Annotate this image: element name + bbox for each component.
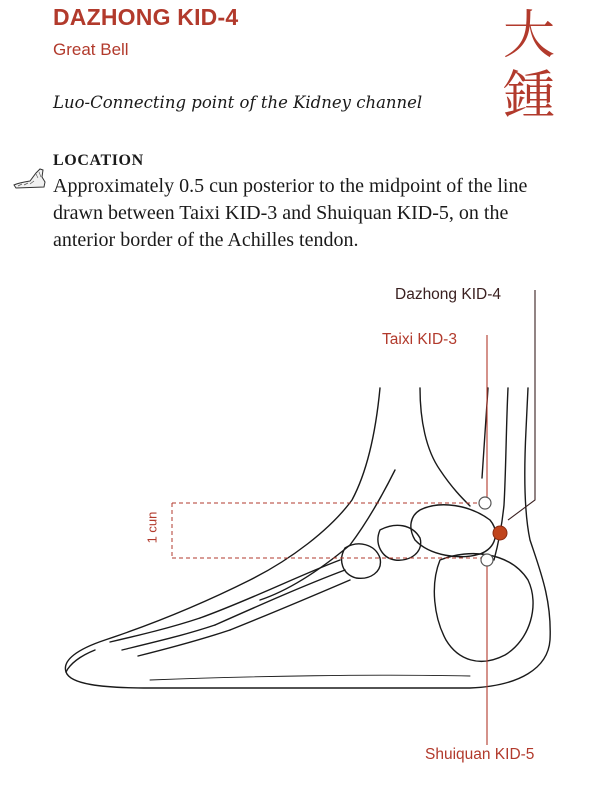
tibia [420, 388, 470, 506]
chinese-characters: 大鍾 [502, 6, 555, 126]
cuneiform [342, 544, 381, 578]
shuiquan-point [481, 554, 493, 566]
location-heading: LOCATION [53, 152, 144, 169]
calcaneus [434, 554, 533, 662]
leader-lines [487, 290, 535, 745]
measurement-guides [172, 503, 486, 558]
point-title: DAZHONG KID-4 [53, 4, 239, 30]
taixi-point [479, 497, 491, 509]
navicular [378, 525, 421, 560]
label-dazhong: Dazhong KID-4 [395, 286, 501, 303]
measurement-label: 1 cun [144, 511, 160, 544]
point-english-name: Great Bell [53, 40, 129, 59]
dazhong-point [493, 526, 507, 540]
toe-tip [66, 650, 95, 672]
phalanges [110, 618, 230, 656]
leg-outline-anterior [65, 388, 550, 688]
label-shuiquan: Shuiquan KID-5 [425, 746, 535, 763]
label-taixi: Taixi KID-3 [382, 331, 457, 348]
location-text: Approximately 0.5 cun posterior to the midpoint of the line drawn between Taixi KID-3 and Shuiquan KID-5, on the anterior border of the Achilles tendon. [53, 175, 528, 251]
talus [411, 505, 496, 557]
plantar-outline [150, 675, 470, 680]
extensor-tendon [260, 470, 395, 600]
point-description: Luo-Connecting point of the Kidney channel [53, 93, 423, 112]
metatarsal-2 [215, 570, 345, 625]
